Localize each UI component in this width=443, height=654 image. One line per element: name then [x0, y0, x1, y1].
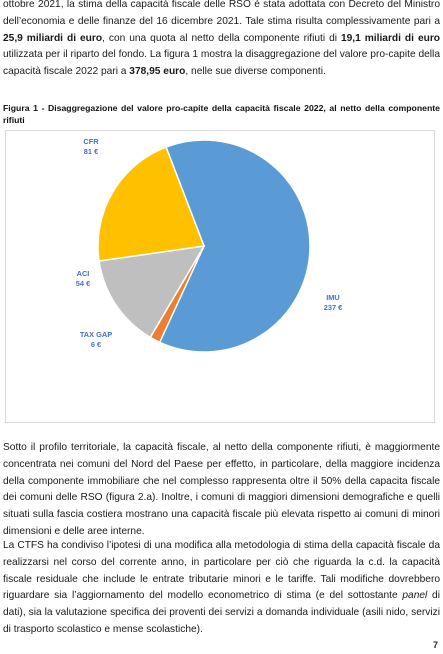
slice-label-imu: IMU — [326, 293, 340, 302]
net-capacity-value: 19,1 miliardi di euro — [340, 32, 441, 44]
total-capacity-value: 25,9 miliardi di euro — [3, 32, 103, 44]
figure-caption: Figura 1 - Disaggregazione del valore pro-capite della capacità fiscale 2022, al netto della componente rifiuti — [3, 103, 440, 125]
methodology-paragraph: La CTFS ha condiviso l’ipotesi di una modifica alla metodologia di stima della capacità fiscale da realizzarsi nel corso del corrente anno, in particolare per ciò che riguarda la c.d. la capacità fiscale residuale che include le entrate tributarie minori e le tariffe. Tali modifiche dovrebbero riguardare sia l’aggiornamento del modello econometrico di stima (e del sottostante panel di dati), sia la valutazione specifica dei proventi dei servizi a domanda individuale (asili nido, servizi di trasporto scolastico e mense scolastiche). — [3, 540, 440, 635]
territorial-paragraph: Sotto il profilo territoriale, la capacità fiscale, al netto della componente rifiuti, è maggiormente concentrata nei comuni del Nord del Paese per effetto, in particolare, della maggiore incidenza della componente immobiliare che nel complesso rappresenta oltre il 50% della capacita fiscale dei comuni delle RSO (figura 2.a). Inoltre, i comuni di maggiori dimensioni demografiche e quelli situati sulla fascia costiera mostrano una capacità fiscale più elevata rispetto ai comuni di minori dimensioni e delle aree interne. — [3, 442, 440, 537]
page-number: 7 — [432, 640, 438, 650]
pie-chart — [6, 131, 434, 422]
slice-label-cfr: CFR — [83, 137, 99, 146]
pie-chart-frame — [5, 130, 435, 423]
intro-paragraph: ottobre 2021, la stima della capacità fiscale delle RSO è stata adottata con Decreto del Ministro dell’economia e delle finanze del 16 dicembre 2021. Tale stima risulta complessivamente pari a 25,9 miliardi di euro, con una quota al netto della componente rifiuti di 19,1 miliardi di euro utilizzata per il riparto del fondo. La figura 1 mostra la disaggregazione del valore pro-capite della capacità fiscale 2022 pari a 378,95 euro, nelle sue diverse componenti. — [3, 0, 441, 78]
slice-label-tax-gap: TAX GAP — [79, 330, 113, 339]
slice-value-tax-gap: 6 € — [90, 340, 102, 349]
slice-value-imu: 237 € — [323, 303, 343, 312]
slice-label-aci: ACI — [76, 269, 90, 278]
per-capita-value: 378,95 euro — [129, 66, 186, 78]
panel-term: panel — [402, 590, 428, 602]
slice-value-aci: 54 € — [75, 279, 91, 288]
slice-value-cfr: 81 € — [83, 147, 99, 156]
